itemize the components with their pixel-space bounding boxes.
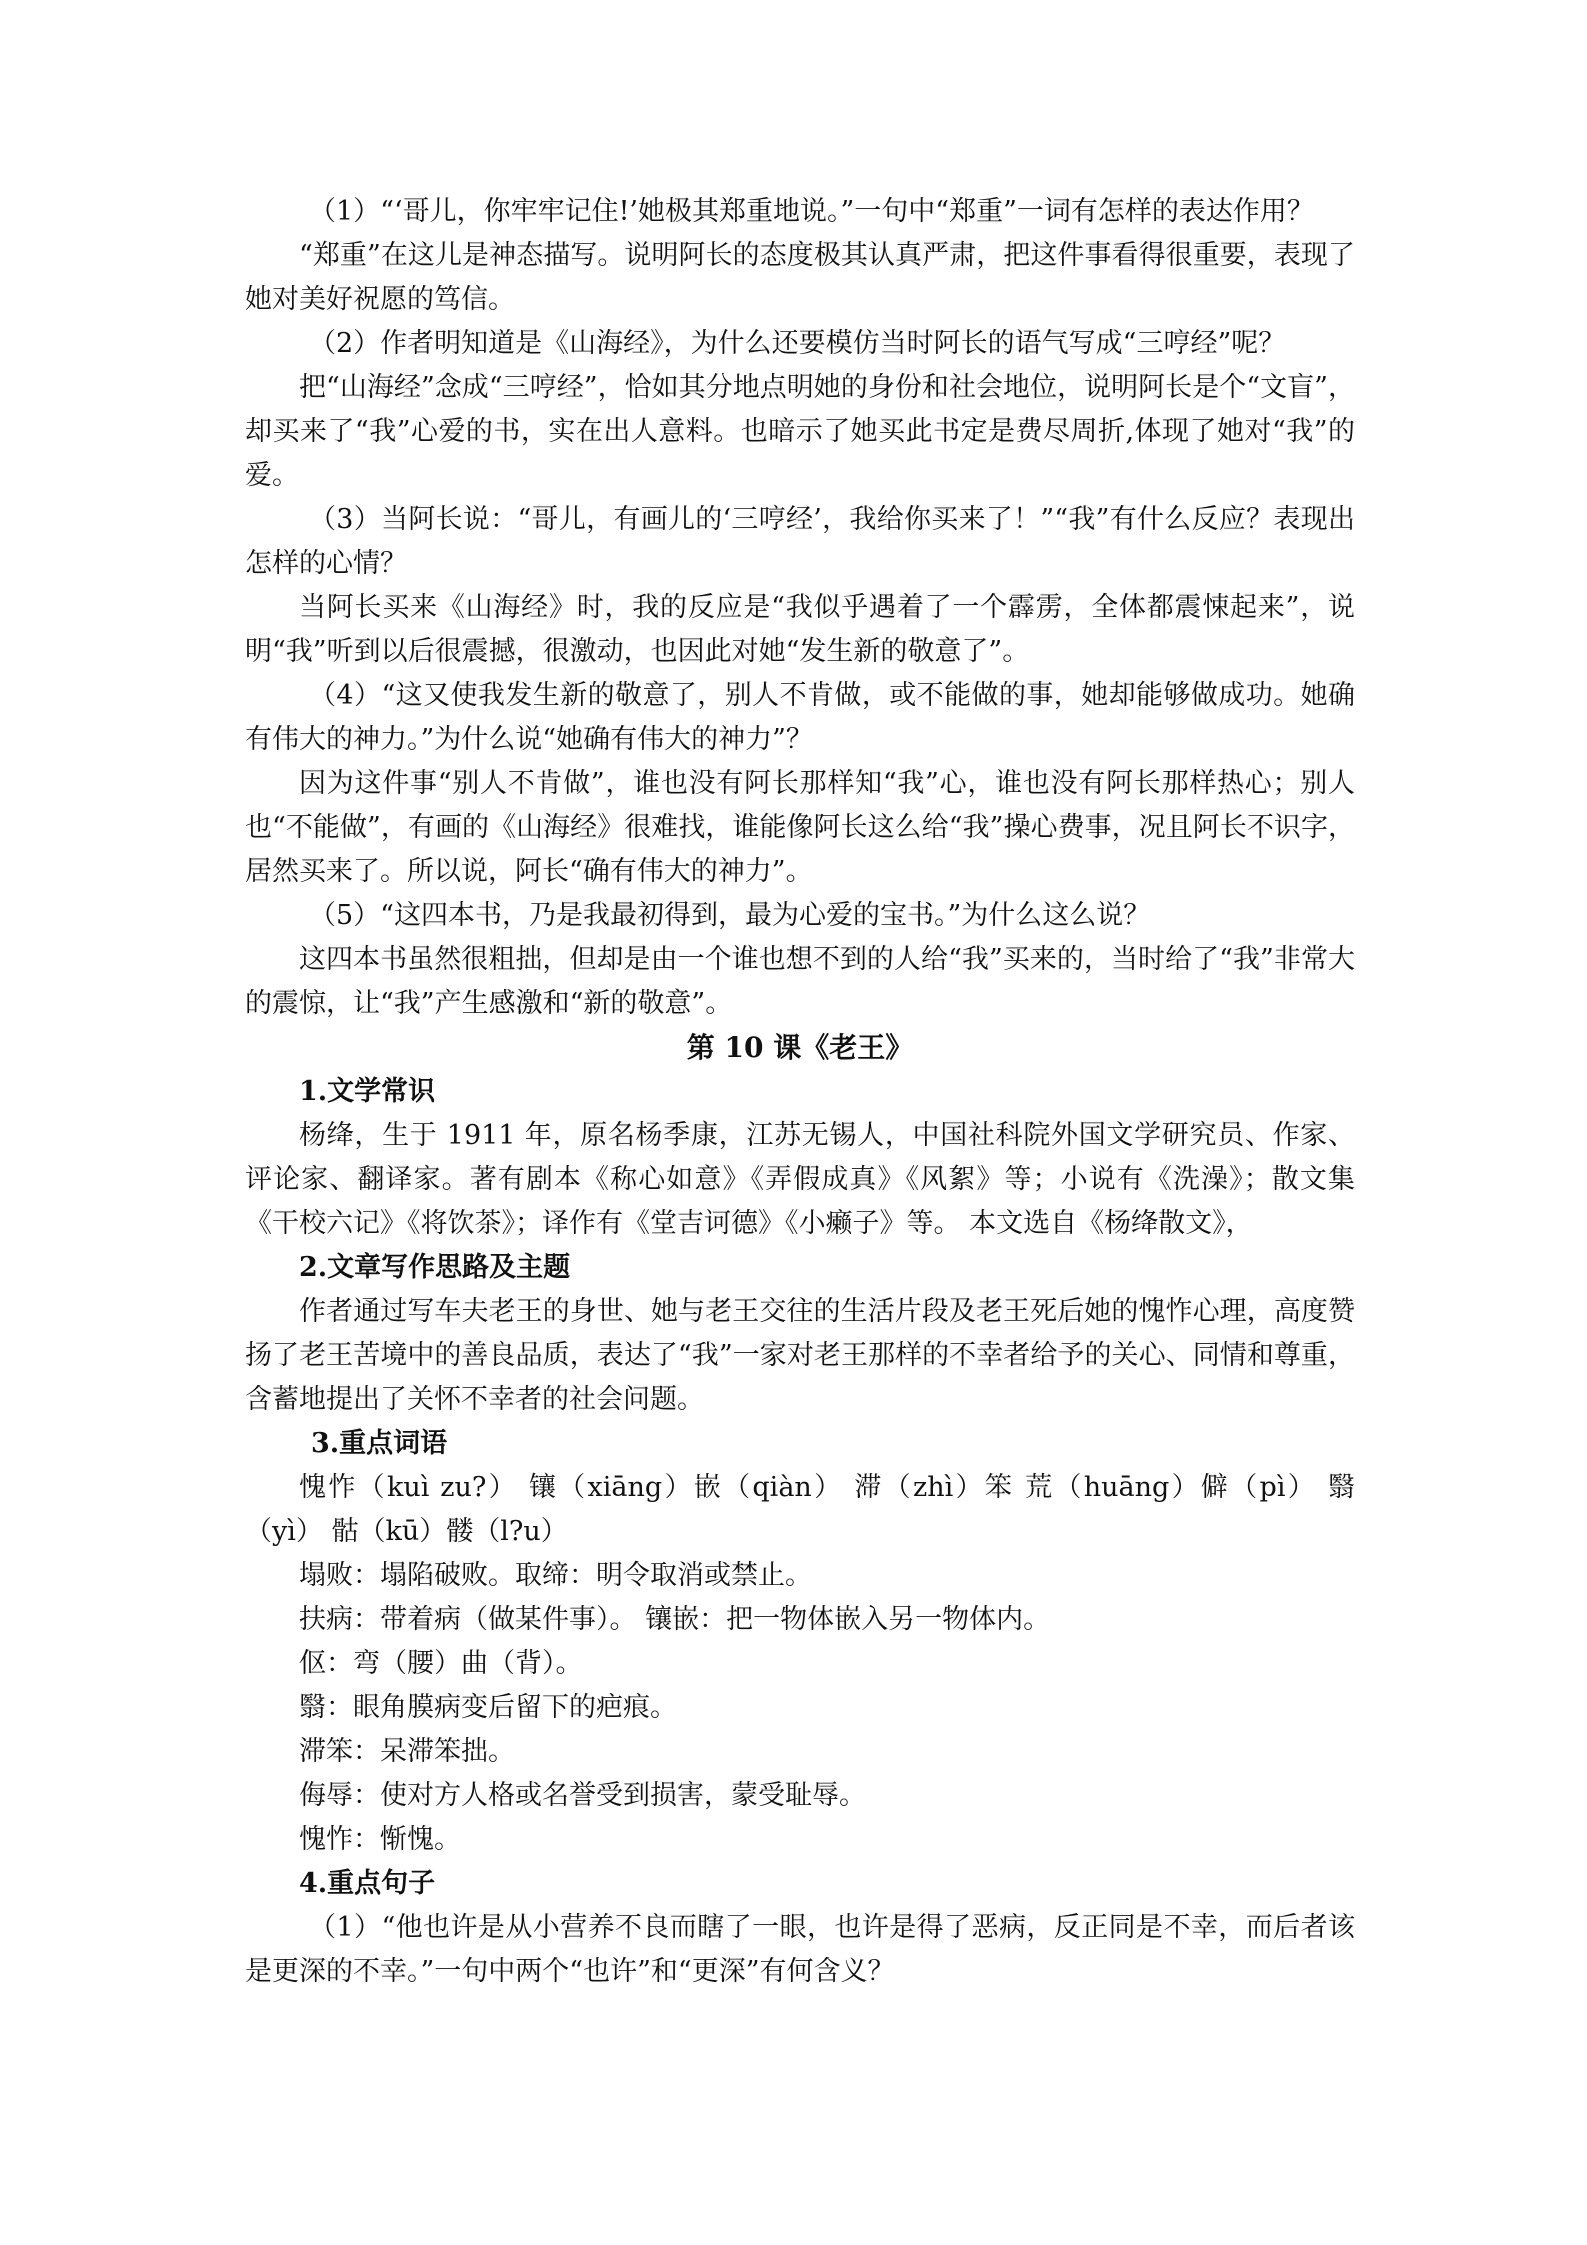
vocabulary-definition: 翳：眼角膜病变后留下的疤痕。 [299, 1692, 677, 1723]
question-paragraph: （5）“这四本书，乃是我最初得到，最为心爱的宝书。”为什么这么说？ [309, 900, 1151, 931]
section-heading: 4.重点句子 [299, 1868, 436, 1899]
vocabulary-definition: 伛：弯（腰）曲（背）。 [299, 1648, 583, 1679]
vocabulary-definition: 扶病：带着病（做某件事）。 镶嵌：把一物体嵌入另一物体内。 [299, 1604, 1051, 1635]
answer-paragraph: 当阿长买来《山海经》时，我的反应是“我似乎遇着了一个霹雳，全体都震悚起来”，说明“我”听到以后很震撼，很激动，也因此对她“发生新的敬意了”。 [245, 592, 1355, 667]
question-paragraph: （2）作者明知道是《山海经》，为什么还要模仿当时阿长的语气写成“三哼经”呢？ [309, 328, 1286, 359]
section-heading: 3.重点词语 [311, 1428, 448, 1459]
question-paragraph: （4）“这又使我发生新的敬意了，别人不肯做，或不能做的事，她却能够做成功。她确有伟大的神力。”为什么说“她确有伟大的神力”？ [245, 680, 1355, 755]
vocabulary-definition: 愧怍：惭愧。 [299, 1824, 461, 1855]
answer-paragraph: 这四本书虽然很粗拙，但却是由一个谁也想不到的人给“我”买来的，当时给了“我”非常大的震惊，让“我”产生感激和“新的敬意”。 [245, 944, 1355, 1019]
vocabulary-definition: 滞笨：呆滞笨拙。 [299, 1736, 515, 1767]
answer-paragraph: 把“山海经”念成“三哼经”，恰如其分地点明她的身份和社会地位，说明阿长是个“文盲”，却买来了“我”心爱的书，实在出人意料。也暗示了她买此书定是费尽周折,体现了她对“我”的爱。 [245, 372, 1355, 491]
body-paragraph: 作者通过写车夫老王的身世、她与老王交往的生活片段及老王死后她的愧怍心理，高度赞扬了老王苦境中的善良品质，表达了“我”一家对老王那样的不幸者给予的关心、同情和尊重，含蓄地提出了关怀不幸者的社会问题。 [245, 1296, 1355, 1415]
section-heading: 1.文学常识 [299, 1076, 436, 1107]
question-paragraph: （3）当阿长说：“哥儿，有画儿的‘三哼经’，我给你买来了！”“我”有什么反应？表现出怎样的心情？ [245, 504, 1355, 579]
answer-paragraph: “郑重”在这儿是神态描写。说明阿长的态度极其认真严肃，把这件事看得很重要，表现了她对美好祝愿的笃信。 [245, 240, 1355, 315]
body-paragraph: 杨绛，生于 1911 年，原名杨季康，江苏无锡人，中国社科院外国文学研究员、作家、评论家、翻译家。著有剧本《称心如意》《弄假成真》《风絮》等；小说有《洗澡》；散文集《干校六记》《将饮茶》；译作有《堂吉诃德》《小癞子》等。 本文选自《杨绛散文》， [245, 1120, 1355, 1239]
question-paragraph: （1）“他也许是从小营养不良而瞎了一眼，也许是得了恶病，反正同是不幸，而后者该是更深的不幸。”一句中两个“也许”和“更深”有何含义？ [245, 1912, 1355, 1987]
vocabulary-pinyin: 愧怍（kuì zu?） 镶（xiāng）嵌（qiàn） 滞（zhì）笨 荒（huāng）僻（pì） 翳（yì） 骷（kū）髅（l?u） [245, 1472, 1355, 1547]
question-paragraph: （1）“‘哥儿，你牢牢记住!’她极其郑重地说。”一句中“郑重”一词有怎样的表达作用？ [309, 196, 1314, 227]
document-page [245, 190, 1355, 1994]
section-heading: 2.文章写作思路及主题 [299, 1252, 571, 1283]
vocabulary-definition: 塌败：塌陷破败。取缔：明令取消或禁止。 [299, 1560, 812, 1591]
answer-paragraph: 因为这件事“别人不肯做”，谁也没有阿长那样知“我”心，谁也没有阿长那样热心；别人也“不能做”，有画的《山海经》很难找，谁能像阿长这么给“我”操心费事，况且阿长不识字，居然买来了。所以说，阿长“确有伟大的神力”。 [245, 768, 1355, 887]
lesson-title: 第 10 课《老王》 [686, 1031, 914, 1064]
vocabulary-definition: 侮辱：使对方人格或名誉受到损害，蒙受耻辱。 [299, 1780, 866, 1811]
